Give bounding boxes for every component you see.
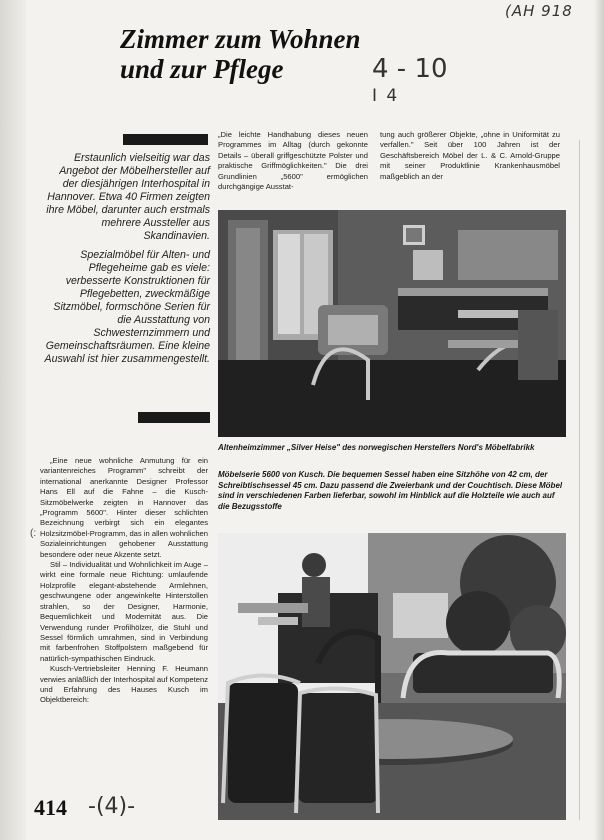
intro-paragraph-2: Spezialmöbel für Alten- und Pflegeheime gab es viele: verbesserte Konstruktionen für Pflegebetten, zweckmäßige Sitzmöbel, formschöne Serien für die Ausstattung von Schwesternzimmern und Gemeinschaftsräumen. Eine kleine Auswahl ist hier zusammengestellt. <box>44 249 210 365</box>
body-column-left <box>40 456 208 706</box>
body-column-2: tung auch größerer Objekte, „ohne in Uniformität zu verfallen." Seit über 100 Jahren ist der Geschäftsbereich Möbel der L. & C. Arnold-Gruppe mit seiner Produktlinie Krankenhausmöbel maßgeblich an der <box>380 130 560 181</box>
body-paragraph-3: Kusch-Vertriebsleiter Henning F. Heumann verwies anläßlich der Interhospital auf Kompetenz und Erfahrung des Hauses Kusch im Objektbereich: <box>40 664 208 705</box>
photo-nursing-home-room <box>218 210 566 437</box>
handwritten-folio: -(4)- <box>88 794 136 819</box>
intro-text <box>42 152 210 372</box>
body-paragraph-1: „Eine neue wohnliche Anmutung für ein variantenreiches Programm" schreibt der international anerkannte Designer Professor Hans Ell auf die Fahne – die Kusch-Sitzmöbelwerke zeigten in Hannover das „Programm 5600". Hinter dieser schlichten Bezeichnung verbirgt sich ein elegantes Holzsitzmöbel-Programm, das in allen wohnlichen Sozialeinrichtungen gehobener Ausstattung besondere oder neue Akzente setzt. <box>40 456 208 559</box>
room-photo-drawing <box>218 210 566 437</box>
scan-line <box>579 140 586 820</box>
handwritten-note-2: I 4 <box>372 86 400 106</box>
intro-paragraph-1: Erstaunlich vielseitig war das Angebot der Möbelhersteller auf der diesjährigen Interhospital in Hannover. Etwa 40 Firmen zeigten ihre Möbel, darunter auch erstmals mehrere Aussteller aus Skandinavien. <box>46 152 210 242</box>
handwritten-note: 4 - 10 <box>372 54 448 84</box>
page-number: 414 <box>34 795 67 820</box>
scan-right-edge <box>594 0 604 840</box>
furniture-photo-drawing <box>218 533 566 820</box>
section-bar <box>123 134 208 145</box>
archive-stamp: (AH 918 <box>505 2 573 20</box>
body-paragraph-2: Stil – Individualität und Wohnlichkeit im Auge – wirkt eine formale neue Richtung: umlaufende Holzprofile elegant-abstehende Armlehnen, geschwungene oder angewinkelte Hinterstollen strahlen, so der Designer, Harmonie, Bequemlichkeit und Modernität aus. Die Verwendung runder Profilhölzer, die Stuhl und Sessel förmlich umrahmen, sind in Verbindung mit farbenfrohen Stoffpolstern maßgebend für natürlich-sympathischen Eindruck. <box>40 560 208 663</box>
photo-kusch-furniture-series <box>218 533 566 820</box>
margin-mark: (: <box>30 528 37 539</box>
body-column-1: „Die leichte Handhabung dieses neuen Programmes im Alltag (durch gekonnte Details – überall griffgeschützte Polster und praktische Griffmöglichkeiten." Die drei Grundlinien „5600" ermöglichen durchgängige Ausstat- <box>218 130 368 192</box>
title-line-1: Zimmer zum Wohnen <box>120 24 361 54</box>
title-line-2: und zur Pflege <box>120 54 284 84</box>
section-bar-2 <box>138 412 210 423</box>
scan-left-edge <box>0 0 26 840</box>
photo-caption-2: Möbelserie 5600 von Kusch. Die bequemen Sessel haben eine Sitzhöhe von 42 cm, der Schreibtischsessel 45 cm. Dazu passend die Zweierbank und der Couchtisch. Diese Möbel sind in verschiedenen Farben lieferbar, sowohl im Hinblick auf die Holzteile wie auch auf die Bezugsstoffe <box>218 470 563 511</box>
photo-caption-1: Altenheimzimmer „Silver Heise" des norwegischen Herstellers Nord's Möbelfabrikk <box>218 443 535 452</box>
